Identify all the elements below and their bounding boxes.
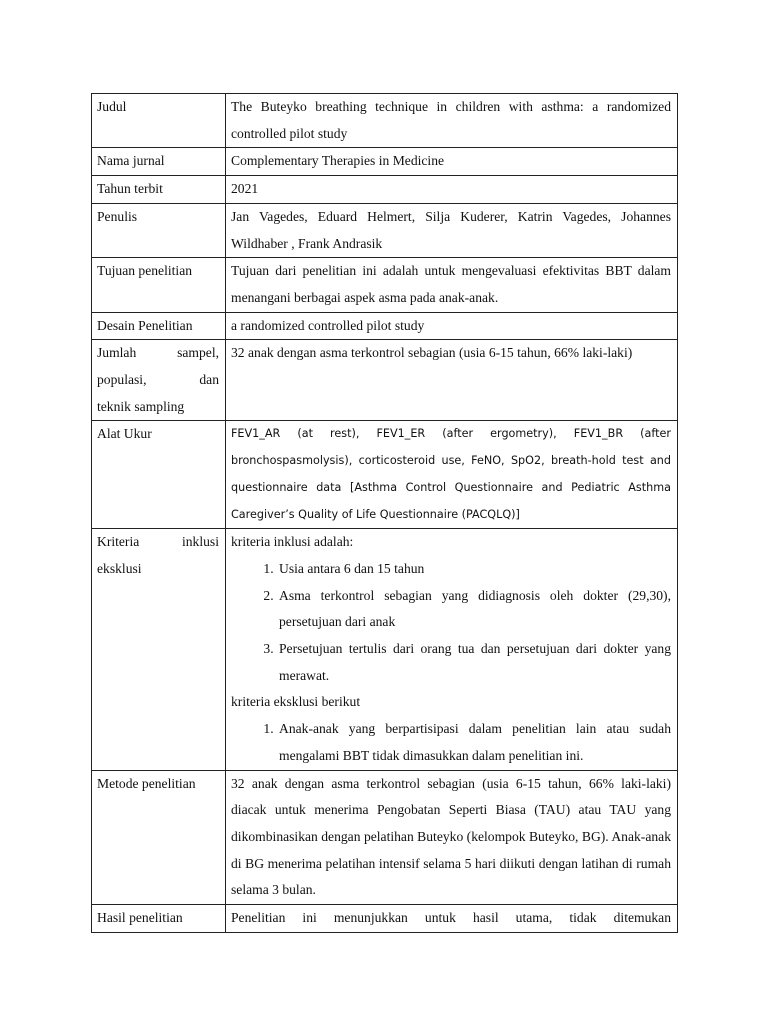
label-judul: Judul [92,94,226,148]
value-tujuan: Tujuan dari penelitian ini adalah untuk mengevaluasi efektivitas BBT dalam menangani berbagai aspek asma pada anak-anak. [226,258,678,312]
inklusi-list [231,556,671,690]
inklusi-item-2: 2. Asma terkontrol sebagian yang didiagnosis oleh dokter (29,30), persetujuan dari anak [277,583,671,636]
row-desain [92,312,678,340]
row-nama-jurnal [92,148,678,176]
label-penulis: Penulis [92,203,226,257]
inklusi-heading: kriteria inklusi adalah: [231,534,354,550]
value-hasil [226,905,678,933]
row-penulis [92,203,678,257]
value-tahun-terbit: 2021 [226,176,678,204]
inklusi-item-1: 1. Usia antara 6 dan 15 tahun [277,556,671,583]
value-nama-jurnal: Complementary Therapies in Medicine [226,148,678,176]
inklusi-item-3: 3. Persetujuan tertulis dari orang tua dan persetujuan dari dokter yang merawat. [277,636,671,689]
label-sampel-line-3: teknik sampling [97,398,185,414]
row-kriteria [92,529,678,770]
value-sampel: 32 anak dengan asma terkontrol sebagian (usia 6-15 tahun, 66% laki-laki) [226,340,678,421]
value-alat-ukur: FEV1_AR (at rest), FEV1_ER (after ergometry), FEV1_BR (after bronchospasmolysis), corticosteroid use, FeNO, SpO2, breath-hold test and questionnaire data [Asthma Control Questionnaire and Pediatric Asthma Caregiver’s Quality of Life Questionnaire (PACQLQ)] [226,421,678,529]
row-metode [92,770,678,905]
label-nama-jurnal: Nama jurnal [92,148,226,176]
row-tujuan [92,258,678,312]
value-kriteria [226,529,678,770]
label-kriteria [92,529,226,770]
label-sampel-line-1: Jumlah sampel, [97,345,219,361]
row-tahun-terbit [92,176,678,204]
eksklusi-list [231,716,671,769]
value-judul: The Buteyko breathing technique in children with asthma: a randomized controlled pilot study [226,94,678,148]
label-sampel-line-2: populasi, dan [97,372,219,388]
label-metode: Metode penelitian [92,770,226,905]
label-sampel [92,340,226,421]
label-desain: Desain Penelitian [92,312,226,340]
label-kriteria-line-1: Kriteria inklusi [97,534,219,550]
row-hasil [92,905,678,933]
label-hasil: Hasil penelitian [92,905,226,933]
row-sampel [92,340,678,421]
label-tahun-terbit: Tahun terbit [92,176,226,204]
label-alat-ukur: Alat Ukur [92,421,226,529]
eksklusi-heading: kriteria eksklusi berikut [231,694,361,710]
row-judul [92,94,678,148]
label-tujuan: Tujuan penelitian [92,258,226,312]
value-penulis: Jan Vagedes, Eduard Helmert, Silja Kuderer, Katrin Vagedes, Johannes Wildhaber , Frank Andrasik [226,203,678,257]
value-desain: a randomized controlled pilot study [226,312,678,340]
value-metode: 32 anak dengan asma terkontrol sebagian (usia 6-15 tahun, 66% laki-laki) diacak untuk menerima Pengobatan Seperti Biasa (TAU) atau TAU yang dikombinasikan dengan pelatihan Buteyko (kelompok Buteyko, BG). Anak-anak di BG menerima pelatihan intensif selama 5 hari diikuti dengan latihan di rumah selama 3 bulan. [226,770,678,905]
eksklusi-item-1: 1. Anak-anak yang berpartisipasi dalam penelitian lain atau sudah mengalami BBT tidak dimasukkan dalam penelitian ini. [277,716,671,769]
value-hasil-text: Penelitian ini menunjukkan untuk hasil utama, tidak ditemukan [231,910,671,926]
journal-review-table [91,93,678,933]
label-kriteria-line-2: eksklusi [97,560,142,576]
row-alat-ukur [92,421,678,529]
